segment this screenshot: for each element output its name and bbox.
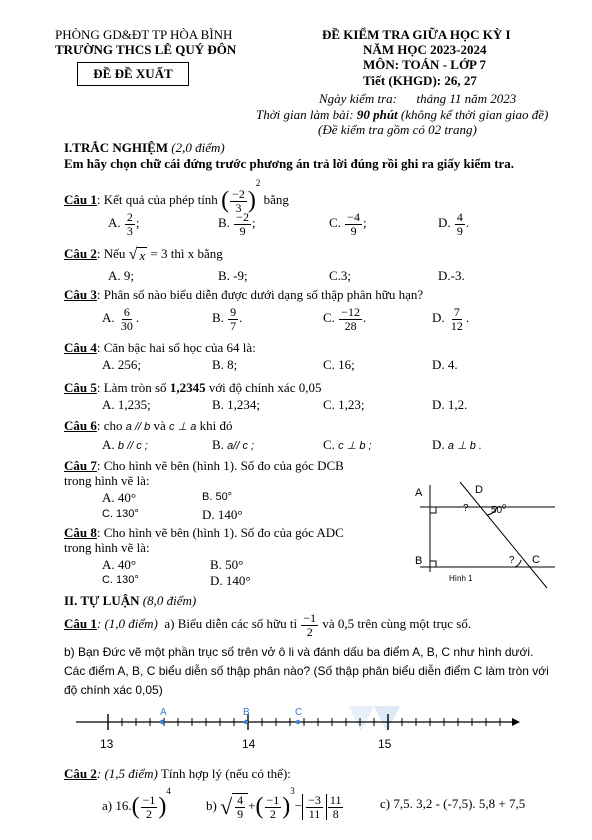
point-b-label: B [415,555,423,567]
essay-question-1: Câu 1: (1,0 điểm) a) Biểu diễn các số hữu tỉ $\frac{-1}{2}$ và 0,5 trên cùng một trục số. [64,611,472,639]
essay-2-part-b: b) √ $\frac{4}{9}$ +( $\frac{-1}{2}$ )$^3$− $\frac{-3}{11}$ $\frac{11}{8}$ [206,786,342,822]
q4-option-d: D. 4. [432,357,458,372]
essay-question-2: Câu 2: (1,5 điểm) Tính hợp lý (nếu có thể): [64,766,291,781]
essay-question-1b-line2: Các điểm A, B, C biểu diễn số thập phân nào? (Số thập phân biểu diễn điểm C làm tròn với [64,664,549,678]
question-1: Câu 1: Kết quả của phép tính ( $\frac{-2}{3}$ )$^2$ bằng [64,178,289,215]
q6-option-c: C. c ⊥ b ; [323,437,372,452]
q3-option-a: A. $\frac{6}{30}$ . [102,305,140,333]
line-dc [460,482,547,588]
q7-option-a: A. 40° [102,490,137,505]
question-2: Câu 2: Nếu √ x = 3 thì x bằng [64,246,223,264]
q3-option-b: B. $\frac{9}{7}$ . [212,305,243,333]
geometry-figure [405,480,565,590]
figure-caption: Hình 1 [449,574,473,583]
q4-option-a: A. 256; [102,357,141,372]
q5-option-a: A. 1,235; [102,397,151,412]
essay-question-1b-line3: độ chính xác 0,05) [64,683,163,697]
number-line-arrow [512,718,520,726]
q5-option-b: B. 1,234; [212,397,261,412]
q1-option-d: D. $\frac{4}{9}$ . [438,210,470,238]
question-7: Câu 7: Cho hình vẽ bên (hình 1). Số đo của góc DCB [64,458,344,473]
question-5: Câu 5: Làm tròn số 1,2345 với độ chính xác 0,05 [64,380,322,395]
q3-option-c: C. $\frac{-12}{28}$ . [323,305,367,333]
department-name: PHÒNG GD&ĐT TP HÒA BÌNH [55,27,233,42]
part2-heading: II. TỰ LUẬN (8,0 điểm) [64,593,197,608]
point-b-label-numberline: B [243,707,250,718]
q2-option-c: C.3; [329,268,352,283]
tick-label-14: 14 [242,737,256,751]
q8-option-a: A. 40° [102,557,137,572]
question-6: Câu 6: cho a // b và c ⊥ a khi đó [64,418,233,433]
q4-option-c: C. 16; [323,357,355,372]
periods-line: Tiết (KHGD): 26, 27 [363,73,477,88]
essay-question-1b-line1: b) Bạn Đức vẽ một phần trục số trên vở ô li và đánh dấu ba điểm A, B, C như hình dưới. [64,645,534,659]
essay-2-part-c: c) 7,5. 3,2 - (-7,5). 5,8 + 7,5 [380,796,526,811]
q7-option-d: D. 140° [202,507,243,522]
angle-value-label: $50^0$ [491,504,507,516]
question-8: Câu 8: Cho hình vẽ bên (hình 1). Số đo của góc ADC [64,525,344,540]
tick-label-15: 15 [378,737,392,751]
q4-option-b: B. 8; [212,357,238,372]
question-3: Câu 3: Phân số nào biểu diễn được dưới dạng số thập phân hữu hạn? [64,287,424,302]
q8-option-b: B. 50° [210,557,244,572]
number-line [74,702,524,754]
proposal-badge: ĐỀ ĐỀ XUẤT [77,62,189,86]
exam-duration: Thời gian làm bài: 90 phút (không kể thời gian giao đề) [256,107,549,122]
q7-option-c: C. 130° [102,508,139,520]
point-c-label: C [532,554,540,566]
point-d-label: D [475,484,483,496]
q3-option-d: D. $\frac{7}{12}$ . [432,305,470,333]
tick-label-13: 13 [100,737,114,751]
school-name: TRƯỜNG THCS LÊ QUÝ ĐÔN [55,42,237,57]
q6-option-b: B. a// c ; [212,437,255,452]
q8-option-d: D. 140° [210,573,251,588]
q2-option-a: A. 9; [108,268,134,283]
exam-date: Ngày kiểm tra: tháng 11 năm 2023 [319,91,517,106]
part1-heading: I.TRẮC NGHIỆM (2,0 điểm) [64,140,225,155]
point-c-label-numberline: C [295,707,303,718]
question-8-cont: trong hình vẽ là: [64,540,150,555]
q1-option-a: A. $\frac{2}{3}$ ; [108,210,140,238]
essay-2-part-a: a) 16.( $\frac{-1}{2}$ )$^4$ [102,786,171,821]
point-a-marker [160,720,164,724]
q5-option-c: C. 1,23; [323,397,365,412]
point-a-label: A [415,487,423,499]
point-b-marker [244,720,248,724]
q1-option-b: B. $\frac{-2}{9}$ ; [218,210,256,238]
q5-option-d: D. 1,2. [432,397,468,412]
q8-option-c: C. 130° [102,574,139,586]
q6-option-a: A. b // c ; [102,437,148,452]
right-angle-mark-a [430,507,436,513]
angle-arc-c [515,560,521,567]
right-angle-mark-b [430,561,436,567]
q7-option-b: B. 50° [202,491,233,503]
school-year: NĂM HỌC 2023-2024 [363,42,487,57]
q2-option-d: D.-3. [438,268,465,283]
exam-title: ĐỀ KIỂM TRA GIỮA HỌC KỲ I [322,27,511,42]
subject-line: MÔN: TOÁN - LỚP 7 [363,57,487,72]
question-7-cont: trong hình vẽ là: [64,473,150,488]
part1-instruction: Em hãy chọn chữ cái đứng trước phương án trả lời đúng rồi ghi ra giấy kiểm tra. [64,156,515,171]
question-4: Câu 4: Căn bậc hai số học của 64 là: [64,340,256,355]
q6-option-d: D. a ⊥ b . [432,437,482,452]
q2-option-b: B. -9; [218,268,248,283]
q1-option-c: C. $\frac{-4}{9}$ ; [329,210,367,238]
pages-note: (Đề kiểm tra gồm có 02 trang) [318,122,477,137]
unknown-angle-c: ? [509,555,515,566]
unknown-angle-d: ? [463,503,469,514]
point-a-label-numberline: A [160,707,167,718]
point-c-marker [296,720,300,724]
